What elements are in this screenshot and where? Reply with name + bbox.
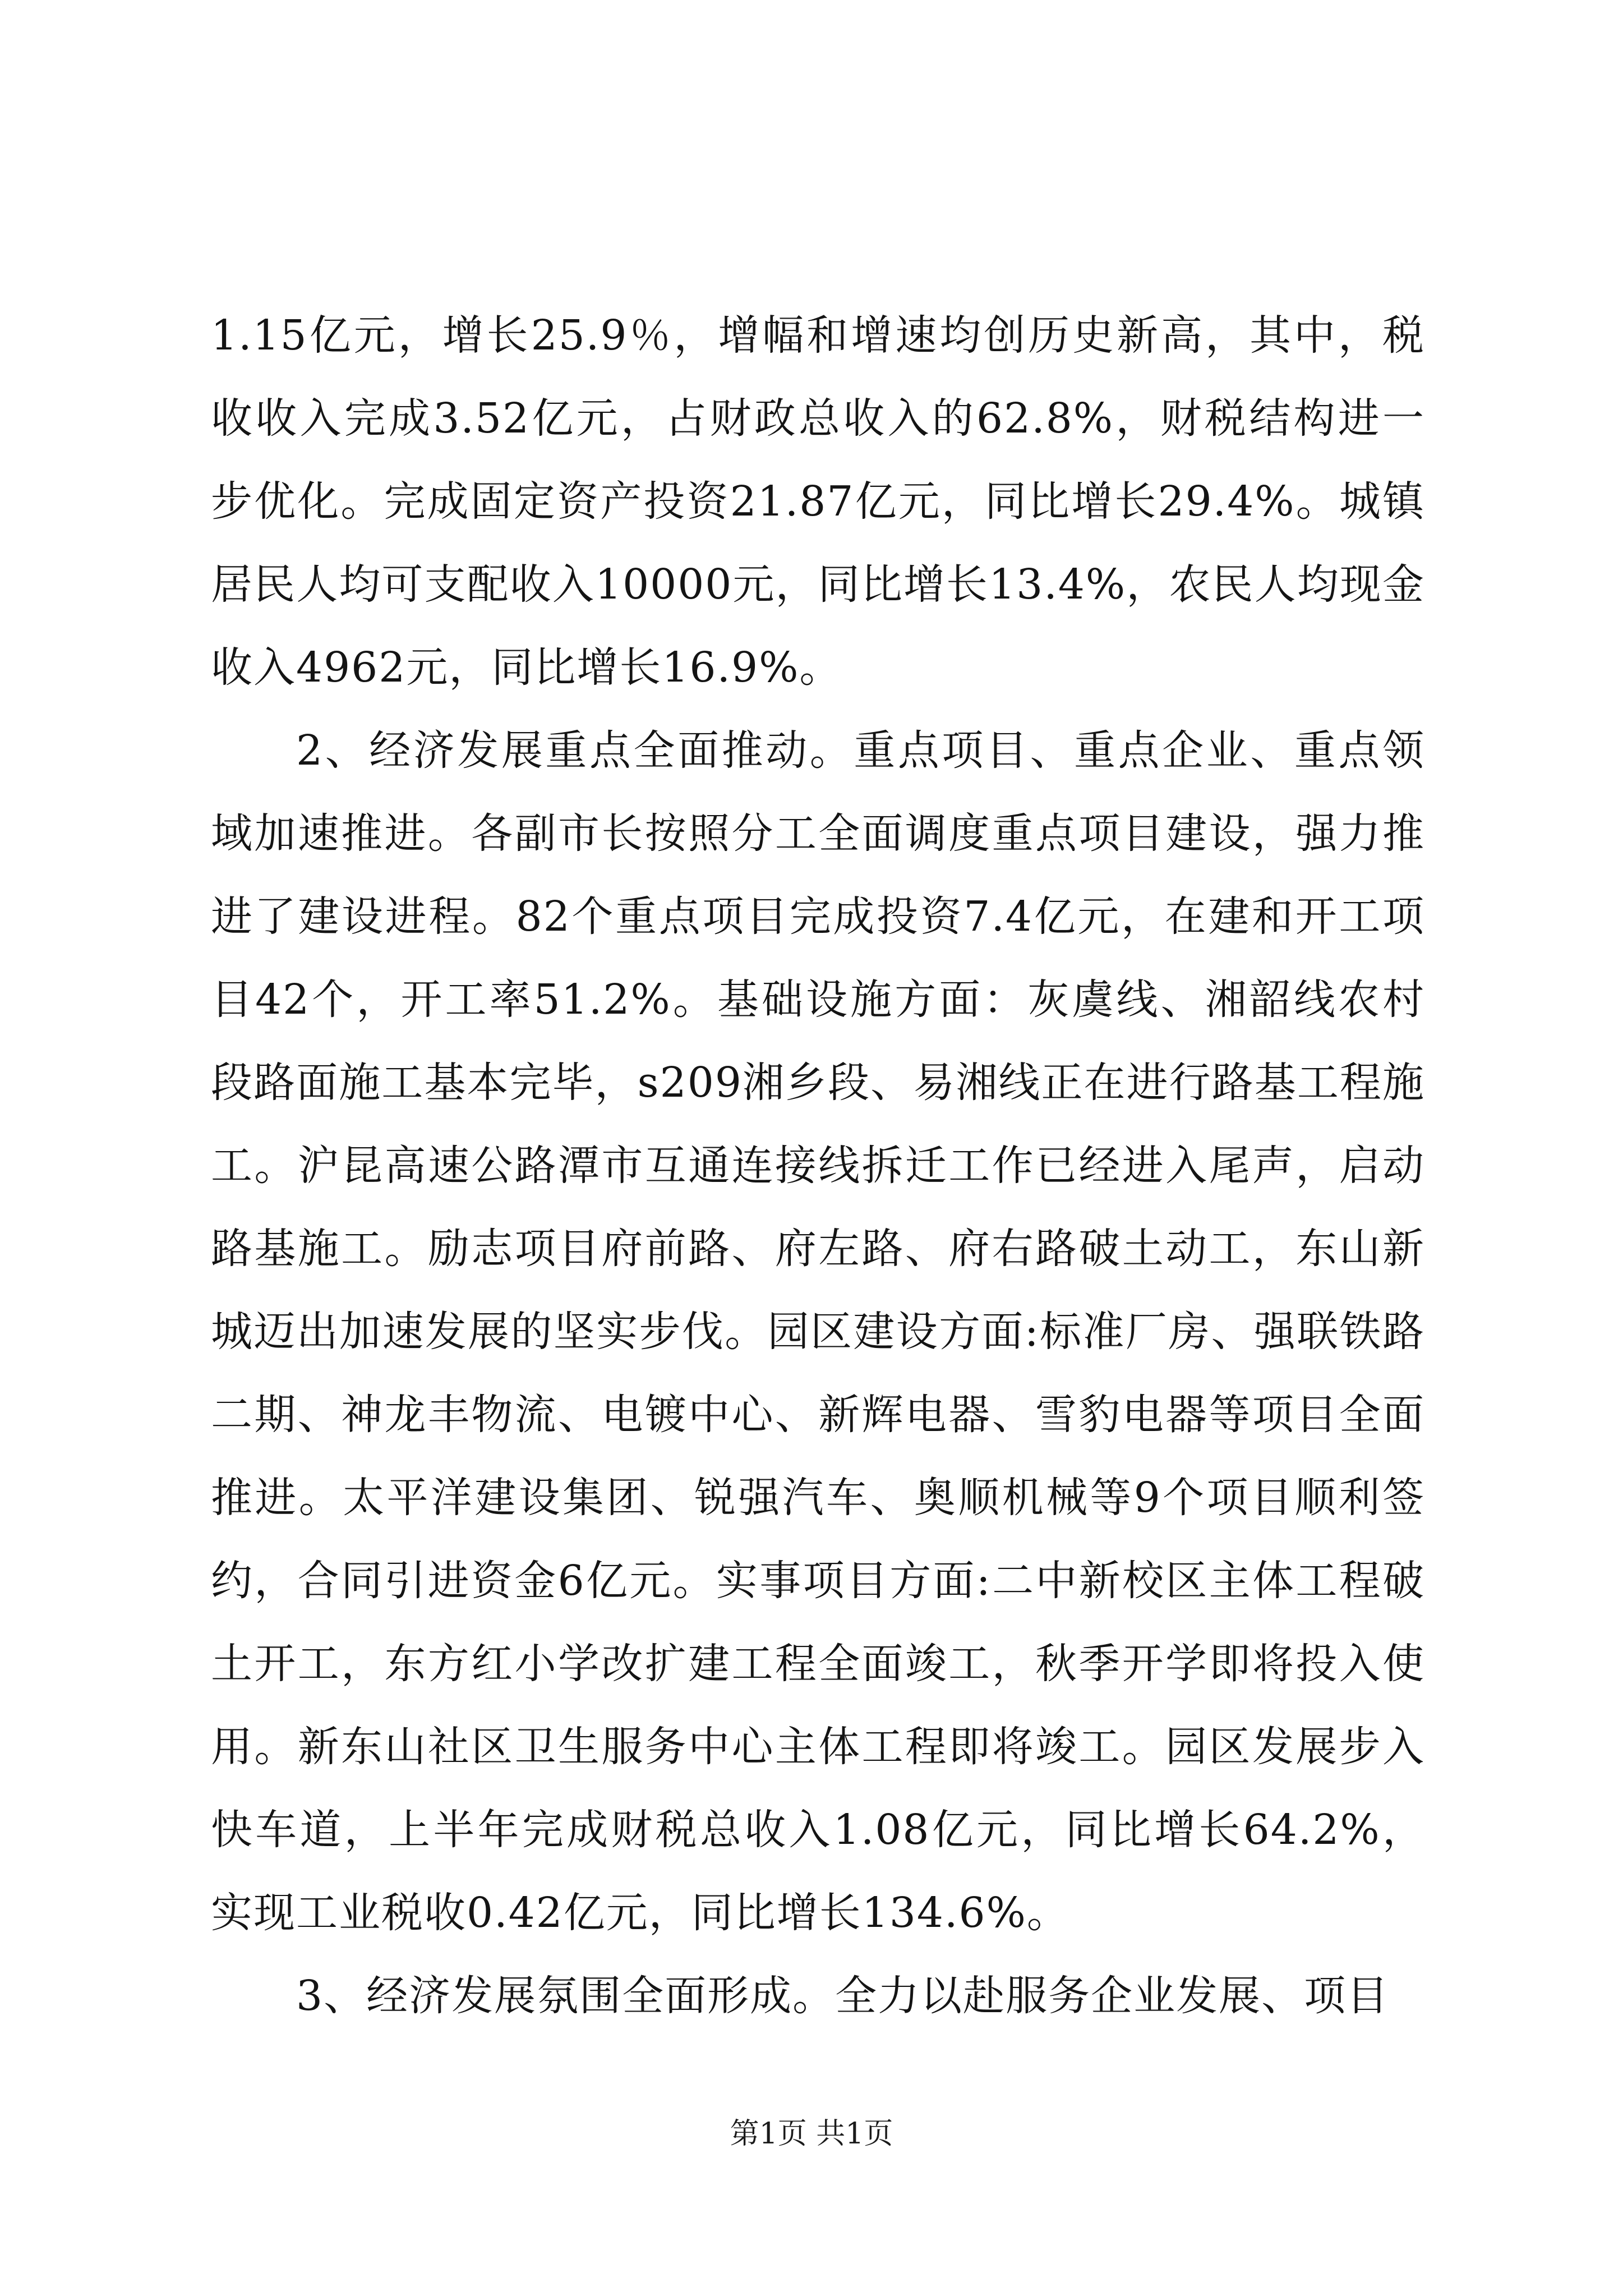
paragraph-economic-atmosphere: 3、经济发展氛围全面形成。全力以赴服务企业发展、项目 [296, 1972, 1390, 2020]
page-footer: 第1页 共1页 [730, 2117, 893, 2151]
paragraph-economic-focus: 2、经济发展重点全面推动。重点项目、重点企业、重点领域加速推进。各副市长按照分工全面调度重点项目建设，强力推进了建设进程。82个重点项目完成投资7.4亿元，在建和开工项目42个，开工率51.2%。基础设施方面：灰虞线、湘韶线农村段路面施工基本完毕，s209湘乡段、易湘线正在进行路基工程施工。沪昆高速公路潭市互通连接线拆迁工作已经进入尾声，启动路基施工。励志项目府前路、府左路、府右路破土动工，东山新城迈出加速发展的坚实步伐。园区建设方面:标准厂房、强联铁路二期、神龙丰物流、电镀中心、新辉电器、雪豹电器等项目全面推进。太平洋建设集团、锐强汽车、奥顺机械等9个项目顺利签约，合同引进资金6亿元。实事项目方面:二中新校区主体工程破土开工，东方红小学改扩建工程全面竣工，秋季开学即将投入使用。新东山社区卫生服务中心主体工程即将竣工。园区发展步入快车道，上半年完成财税总收入1.08亿元，同比增长64.2%，实现工业税收0.42亿元，同比增长134.6%。 [211, 726, 1425, 1937]
document-body [211, 294, 1425, 2037]
paragraph-continued-figures: 1.15亿元，增长25.9％，增幅和增速均创历史新高，其中，税收收入完成3.52亿元，占财政总收入的62.8%，财税结构进一步优化。完成固定资产投资21.87亿元，同比增长29.4%。城镇居民人均可支配收入10000元，同比增长13.4%，农民人均现金收入4962元，同比增长16.9%。 [211, 311, 1425, 692]
